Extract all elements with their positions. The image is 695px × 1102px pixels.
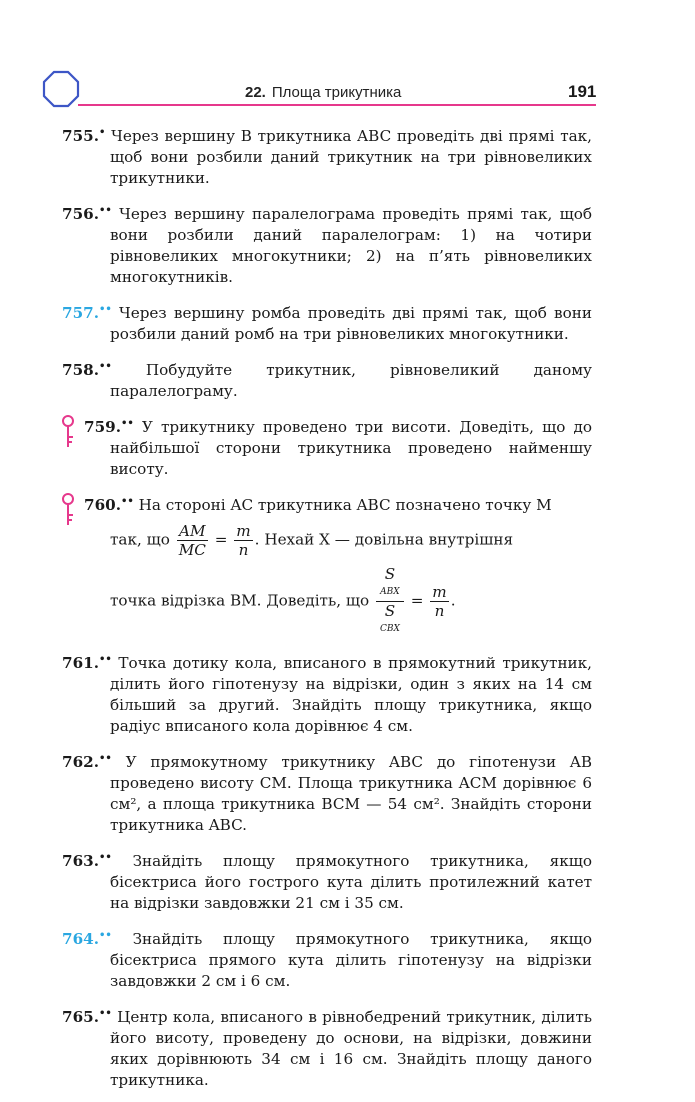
key-icon (60, 493, 76, 527)
problem-756: 756.•• Через вершину паралелограма проведіть прямі так, щоб вони розбили даний паралелограм: 1) на чотири рівновеликих многокутники; 2) на п’ять рівновеликих многокутників. (62, 205, 593, 286)
problem-764: 764.•• Знайдіть площу прямокутного трикутника, якщо бісектриса прямого кута ділить гіпотенузу на відрізки завдовжки 2 см і 6 см. (62, 930, 592, 990)
problem-760: 760.•• На стороні AC трикутника ABC позначено точку M так, що $\frac{AM}{MC}$ = $\frac{m}{n}$ . Нехай X — довільна внутрішня точка відрізка BM. Доведіть, що S ABX S CBX = $\frac{m}{n}$ . (62, 491, 592, 638)
page-header (0, 0, 695, 120)
page-number: 191 (568, 82, 597, 101)
problem-763: 763.•• Знайдіть площу прямокутного трикутника, якщо бісектриса його гострого кута ділить протилежний катет на відрізки завдовжки 21 см і 35 см. (62, 852, 592, 912)
problem-765: 765.•• Центр кола, вписаного в рівнобедрений трикутник, ділить його висоту, проведену до основи, на відрізки, довжини яких дорівнюють 34 см і 16 см. Знайдіть площу даного трикутника. (62, 1008, 592, 1089)
chapter-title: 22. Площа трикутника (245, 84, 402, 101)
octagon-icon (42, 70, 80, 108)
fraction-m-n: $\frac{m}{n}$ (236, 522, 251, 559)
problem-761: 761.•• Точка дотику кола, вписаного в прямокутний трикутник, ділить його гіпотенузу на відрізки, один з яких на 14 см більший за другий. Знайдіть площу трикутника, якщо радіус вписаного кола дорівнює 4 см. (62, 654, 593, 735)
key-icon (60, 415, 76, 449)
fraction-m-n: $\frac{m}{n}$ (432, 583, 447, 620)
problem-755: 755.• Через вершину B трикутника ABC проведіть дві прямі так, щоб вони розбили даний трикутник на три рівновеликих трикутники. (62, 127, 592, 187)
fraction-am-mc: $\frac{AM}{MC}$ (178, 522, 206, 559)
problem-list (62, 122, 592, 1102)
problem-759: 759.•• У трикутнику проведено три висоти. Доведіть, що до найбільшої сторони трикутника проведено найменшу висоту. (62, 413, 592, 480)
header-rule (78, 104, 596, 106)
problem-757: 757.•• Через вершину ромба проведіть дві прямі так, щоб вони розбили даний ромб на три рівновеликих многокутники. (62, 304, 592, 343)
problem-762: 762.•• У прямокутному трикутнику ABC до гіпотенузи AB проведено висоту CM. Площа трикутника ACM дорівнює 6 см², а площа трикутника BCM — 54 см². Знайдіть сторони трикутника ABC. (62, 753, 592, 834)
fraction-area-ratio: S ABX S CBX (376, 565, 404, 638)
problem-758: 758.•• Побудуйте трикутник, рівновеликий даному паралелограму. (62, 361, 592, 400)
